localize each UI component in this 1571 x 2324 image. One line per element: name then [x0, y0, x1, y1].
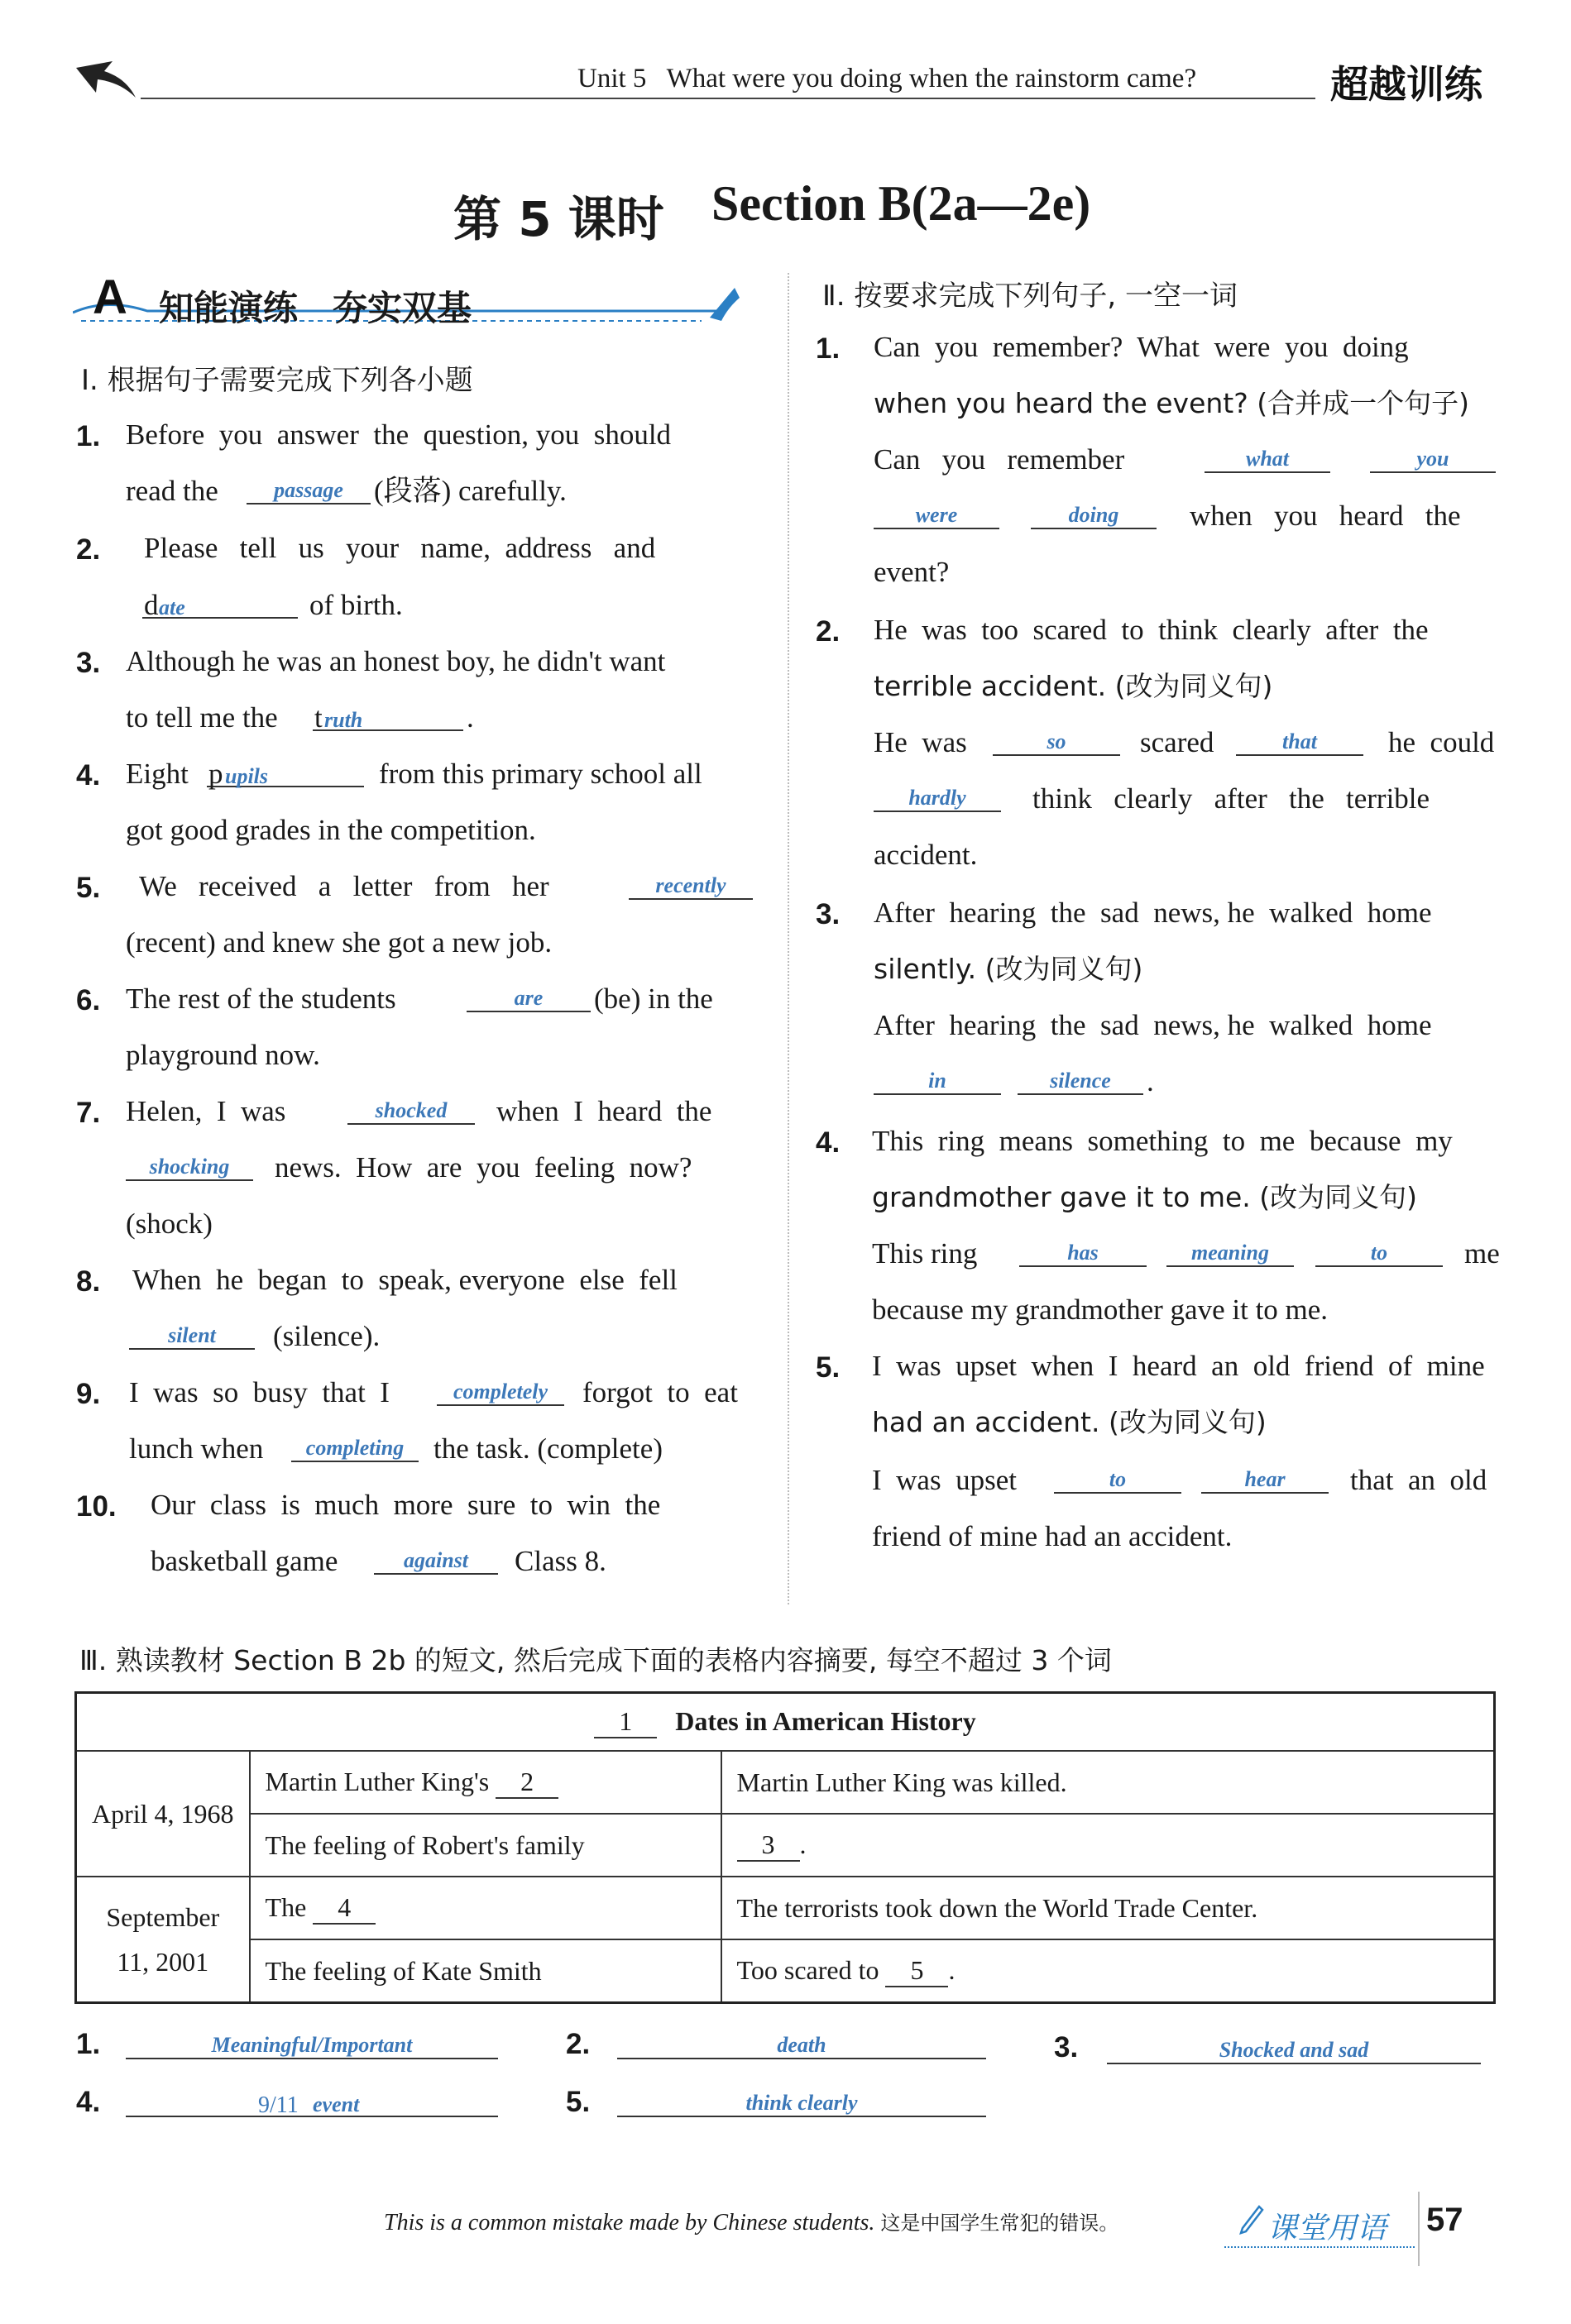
answer-line: that an old — [1350, 1464, 1487, 1496]
answer-text: recently — [655, 873, 726, 897]
table-cell: Martin Luther King was killed. — [721, 1751, 1495, 1814]
answer-text: Shocked and sad — [1219, 2038, 1369, 2062]
question-line: grandmother gave it to me. (改为同义句) — [872, 1181, 1418, 1213]
table-cell-text: . — [948, 1954, 956, 1985]
answer-blank[interactable] — [142, 586, 298, 619]
answer-text: shocked — [375, 1098, 448, 1122]
part2-title: Ⅱ. 按要求完成下列句子, 一空一词 — [822, 280, 1238, 313]
question-line: had an accident. (改为同义句) — [872, 1406, 1267, 1438]
question-line: news. How are you feeling now? — [275, 1151, 692, 1184]
answer-text: were — [915, 503, 958, 527]
answer-text: to — [1370, 1241, 1388, 1265]
question-line: Can you remember? What were you doing — [874, 331, 1409, 363]
question-line: to tell me the — [126, 701, 278, 734]
footer-note-en: This is a common mistake made by Chinese students. — [384, 2210, 875, 2236]
item-number: 7. — [76, 1097, 101, 1129]
question-line: This ring means something to me because my — [872, 1125, 1453, 1157]
answer-blank[interactable] — [126, 2026, 498, 2059]
lesson-title-cn: 第 5 课时 — [453, 191, 664, 247]
answer-text: in — [928, 1069, 946, 1093]
table-cell — [250, 1751, 721, 1814]
answer-blank[interactable] — [126, 2084, 498, 2117]
answer-line: . — [1147, 1065, 1154, 1097]
answer-text: completely — [453, 1380, 548, 1403]
answer-blank[interactable] — [1031, 496, 1157, 529]
question-line: read the — [126, 475, 218, 507]
given-letter: p — [208, 758, 223, 790]
answer-blank[interactable] — [1205, 440, 1330, 473]
item-number: 1. — [816, 332, 841, 365]
answer-blank[interactable] — [1236, 723, 1363, 756]
answer-blank[interactable] — [291, 1429, 419, 1462]
table-blank[interactable]: 5 — [885, 1955, 948, 1987]
question-line: playground now. — [126, 1039, 320, 1071]
answer-blank[interactable] — [1315, 1234, 1443, 1267]
answer-text: ate — [159, 595, 185, 619]
answer-text: doing — [1068, 503, 1119, 527]
question-line: He was too scared to think clearly after the — [874, 614, 1429, 646]
question-line: silently. (改为同义句) — [874, 953, 1143, 985]
question-line: got good grades in the competition. — [126, 814, 536, 846]
question-line: lunch when — [129, 1432, 264, 1465]
question-line: the task. (complete) — [433, 1432, 663, 1465]
item-number: 3. — [76, 647, 101, 679]
answer-text: hear — [1244, 1467, 1286, 1491]
pencil-icon — [1238, 2203, 1266, 2236]
answer-text: against — [403, 1548, 469, 1572]
table-row — [76, 1939, 1495, 2003]
section-a-title: 知能演练 夯实双基 — [159, 288, 472, 328]
answer-blank[interactable] — [374, 1542, 498, 1575]
answer-blank[interactable] — [126, 1148, 253, 1181]
question-line: I was upset when I heard an old friend of mine — [872, 1350, 1485, 1382]
question-line: The rest of the students — [126, 983, 396, 1015]
question-line: After hearing the sad news, he walked home — [874, 897, 1432, 929]
header-unit: Unit 5 What were you doing when the rainstorm came? — [577, 64, 1197, 93]
answer-text: meaning — [1191, 1241, 1269, 1265]
item-number: 2. — [816, 615, 841, 648]
table-cell-text: The — [265, 1891, 307, 1922]
answer-text: death — [777, 2033, 826, 2057]
answer-line: friend of mine had an accident. — [872, 1520, 1233, 1552]
question-line: When he began to speak, everyone else fell — [132, 1264, 678, 1296]
answer-line: accident. — [874, 839, 978, 871]
answer-blank[interactable] — [874, 1062, 1001, 1095]
table-cell: The feeling of Robert's family — [250, 1814, 721, 1877]
question-line: when you heard the event? (合并成一个句子) — [874, 387, 1469, 419]
item-number: 5. — [816, 1351, 841, 1384]
answer-line: Can you remember — [874, 443, 1125, 476]
question-line: from this primary school all — [379, 758, 702, 790]
answer-text: event — [313, 2092, 360, 2116]
part1-title: Ⅰ. 根据句子需要完成下列各小题 — [81, 364, 473, 397]
answer-blank[interactable] — [313, 698, 463, 734]
question-line: forgot to eat — [582, 1376, 738, 1408]
table-row — [76, 1693, 1495, 1752]
section-a-letter: A — [93, 270, 127, 324]
item-number: 5. — [566, 2086, 591, 2118]
answer-line: me — [1464, 1237, 1500, 1270]
answer-line: He was — [874, 726, 967, 758]
header-rule — [141, 98, 1315, 99]
footer-note-cn: 这是中国学生常犯的错误。 — [880, 2212, 1119, 2235]
answer-text: silent — [168, 1323, 216, 1347]
answer-blank[interactable] — [1054, 1461, 1181, 1494]
table-date — [76, 1877, 250, 2003]
question-line: We received a letter from her — [139, 870, 549, 902]
given-letter: t — [314, 701, 323, 734]
back-arrow-icon[interactable] — [73, 60, 139, 101]
question-line: Eight — [126, 758, 189, 790]
question-line: basketball game — [151, 1545, 338, 1577]
question-line: (silence). — [273, 1320, 381, 1352]
question-line: (be) in the — [594, 983, 713, 1015]
column-divider — [788, 273, 789, 1604]
answer-text: that — [1282, 729, 1317, 753]
answer-text: are — [514, 986, 544, 1010]
question-line: (段落) carefully. — [374, 475, 567, 507]
header-brand: 超越训练 — [1330, 62, 1482, 107]
answer-blank[interactable] — [1166, 1234, 1294, 1267]
answer-text: has — [1067, 1241, 1099, 1265]
answer-line: he could — [1388, 726, 1495, 758]
answer-text: think clearly — [745, 2091, 858, 2115]
table-cell: The feeling of Kate Smith — [250, 1939, 721, 2003]
item-number: 1. — [76, 420, 101, 452]
item-number: 9. — [76, 1378, 101, 1410]
table-header-text: Dates in American History — [675, 1705, 976, 1736]
table-row — [76, 1751, 1495, 1814]
footer-label: 课堂用语 — [1267, 2212, 1387, 2245]
lesson-title-en: Section B(2a—2e) — [711, 176, 1091, 231]
answer-blank[interactable] — [1370, 440, 1496, 473]
table-date-line: September — [106, 1902, 220, 1932]
question-line: I was so busy that I — [129, 1376, 390, 1408]
question-line: when I heard the — [496, 1095, 712, 1127]
answer-blank[interactable] — [874, 496, 999, 529]
answer-line: This ring — [872, 1237, 978, 1270]
answer-blank[interactable] — [617, 2026, 986, 2059]
table-cell-text: . — [799, 1829, 807, 1859]
footer-label-rule — [1224, 2246, 1415, 2248]
question-line: Before you answer the question, you should — [126, 418, 672, 451]
question-line: Class 8. — [515, 1545, 606, 1577]
item-number: 8. — [76, 1265, 101, 1298]
item-number: 3. — [1054, 2031, 1079, 2063]
answer-line: when you heard the — [1190, 500, 1461, 532]
item-number: 5. — [76, 872, 101, 904]
answer-line: I was upset — [872, 1464, 1017, 1496]
answer-text: silence — [1050, 1069, 1111, 1093]
table-blank[interactable]: 2 — [496, 1767, 558, 1799]
answer-blank[interactable] — [629, 867, 753, 900]
summary-table — [74, 1691, 1496, 2004]
question-line: (recent) and knew she got a new job. — [126, 926, 553, 959]
answer-text: passage — [274, 478, 343, 502]
item-number: 2. — [76, 533, 101, 566]
item-number: 1. — [76, 2028, 101, 2060]
answer-text: shocking — [149, 1155, 230, 1179]
given-letter: d — [144, 589, 159, 621]
table-row — [76, 1814, 1495, 1877]
footer-divider — [1418, 2192, 1420, 2266]
answer-line: think clearly after the terrible — [1032, 782, 1430, 815]
answer-text: to — [1109, 1467, 1127, 1491]
table-cell — [721, 1939, 1495, 2003]
table-blank[interactable]: 3 — [737, 1829, 800, 1862]
answer-blank[interactable] — [207, 754, 364, 790]
table-cell — [721, 1814, 1495, 1877]
table-cell: The terrorists took down the World Trade Center. — [721, 1877, 1495, 1939]
answer-line: event? — [874, 556, 950, 588]
answer-blank[interactable] — [1107, 2031, 1481, 2064]
table-blank[interactable]: 1 — [594, 1706, 657, 1738]
item-number: 6. — [76, 984, 101, 1016]
table-blank[interactable]: 4 — [313, 1892, 376, 1925]
part3-title: Ⅲ. 熟读教材 Section B 2b 的短文, 然后完成下面的表格内容摘要, 每空不超过 3 个词 — [79, 1644, 1112, 1676]
question-line: of birth. — [309, 589, 403, 621]
answer-blank[interactable] — [993, 723, 1120, 756]
answer-text: hardly — [908, 786, 966, 810]
answer-blank[interactable] — [247, 471, 371, 504]
question-line: . — [467, 701, 474, 734]
answer-text: completing — [305, 1436, 405, 1460]
footer-note — [384, 2207, 1118, 2236]
answer-line: because my grandmother gave it to me. — [872, 1294, 1329, 1326]
item-number: 4. — [816, 1126, 841, 1159]
question-line: (shock) — [126, 1207, 213, 1240]
answer-text: what — [1245, 447, 1290, 471]
answer-blank[interactable] — [129, 1317, 255, 1350]
page-number: 57 — [1426, 2202, 1463, 2238]
item-number: 3. — [816, 898, 841, 930]
answer-blank[interactable] — [1019, 1234, 1147, 1267]
item-number: 2. — [566, 2028, 591, 2060]
answer-text: ruth — [324, 708, 363, 732]
question-line: terrible accident. (改为同义句) — [874, 670, 1273, 702]
answer-text: so — [1047, 729, 1066, 753]
item-number: 10. — [76, 1490, 117, 1523]
answer-text: upils — [225, 764, 269, 788]
answer-line: After hearing the sad news, he walked home — [874, 1009, 1432, 1041]
answer-blank[interactable] — [347, 1092, 475, 1125]
table-cell-text: Martin Luther King's — [265, 1766, 490, 1796]
item-number: 4. — [76, 759, 101, 791]
answer-blank[interactable] — [617, 2084, 986, 2117]
answer-blank[interactable] — [874, 779, 1001, 812]
answer-blank[interactable] — [1018, 1062, 1143, 1095]
question-line: Although he was an honest boy, he didn't want — [126, 645, 666, 677]
question-line: Helen, I was — [126, 1095, 286, 1127]
answer-line: scared — [1140, 726, 1214, 758]
table-row — [76, 1877, 1495, 1939]
item-number: 4. — [76, 2086, 101, 2118]
table-date-line: 11, 2001 — [117, 1947, 209, 1977]
table-cell-text: Too scared to — [736, 1954, 879, 1985]
answer-blank[interactable] — [467, 979, 591, 1012]
question-line: Our class is much more sure to win the — [151, 1489, 661, 1521]
table-date: April 4, 1968 — [76, 1751, 250, 1877]
table-header — [76, 1693, 1495, 1752]
answer-blank[interactable] — [1201, 1461, 1329, 1494]
table-cell — [250, 1877, 721, 1939]
answer-text: you — [1416, 447, 1449, 471]
answer-prefix: 9/11 — [258, 2092, 299, 2118]
question-line: Please tell us your name, address and — [144, 532, 656, 564]
answer-blank[interactable] — [437, 1373, 564, 1406]
answer-text: Meaningful/Important — [211, 2033, 413, 2057]
